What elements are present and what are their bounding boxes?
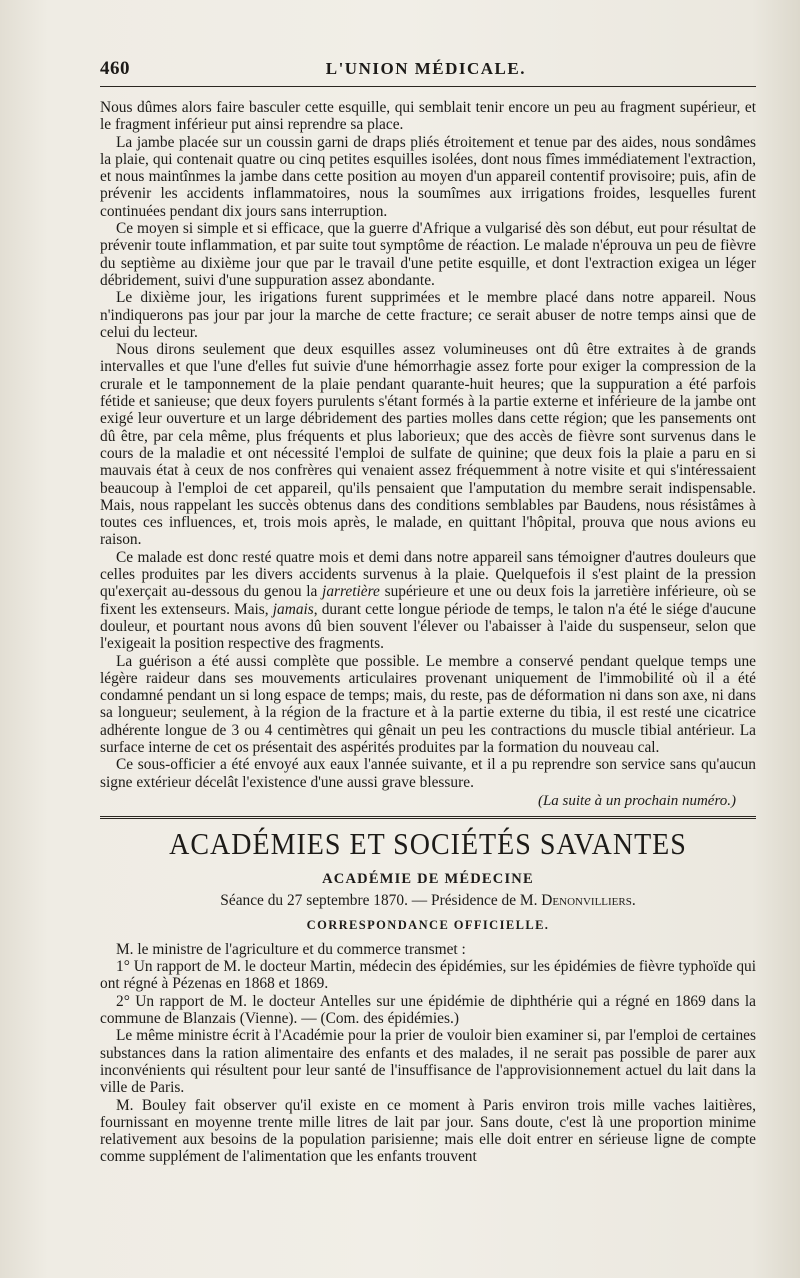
article-paragraph: La guérison a été aussi complète que possible. Le membre a conservé pendant quelque temps une légère raideur dans ses mouvements articulaires provenant uniquement de l'immobilité où il a été condamné pendant un si long espace de temps; mais, du reste, pas de déformation ni dans son axe, ni dans sa longueur; seulement, à la région de la fracture et à la partie externe du tibia, il est resté une cicatrice adhérente longue de 3 ou 4 centimètres qui gênait un peu les contractions du muscle tibial antérieur. La surface interne de cet os présentait des aspérités produites par la formation du nouveau cal. <box>100 652 756 756</box>
italic-term: jarretière <box>322 583 380 601</box>
article-paragraph: Nous dirons seulement que deux esquilles assez volumineuses ont dû être extraites à de grands intervalles et que l'une d'elles fut suivie d'une hémorrhagie assez forte pour exiger la compression de la crurale et le tamponnement de la plaie pendant quarante-huit heures; que la suppuration a été parfois fétide et sanieuse; que deux foyers purulents s'étant formés à la partie externe et inférieure de la jambe ont exigé leur ouverture et un large débridement des parties molles dans cette région; que les pansements ont dû être, par cela même, plus fréquents et plus laborieux; que des accès de fièvre sont survenus dans le cours de la maladie et ont nécessité l'emploi de sulfate de quinine; que deux fois la plaie a paru en si mauvais état à ceux de nos confrères qui venaient assez fréquemment à notre visite et qui s'intéressaient beaucoup à l'emploi de cet appareil, qu'ils pensaient que l'amputation du membre serait indispensable. Mais, nous rappelant les succès obtenus dans des conditions semblables par Baudens, nous résistâmes à toutes ces influences, et, trois mois après, le malade, en quittant l'hôpital, prouva que nous avions eu raison. <box>100 341 756 549</box>
subsection-title: ACADÉMIE DE MÉDECINE <box>322 870 534 887</box>
academy-paragraph: M. le ministre de l'agriculture et du commerce transmet : <box>116 940 466 958</box>
text-run: , durant cette longue période de temps, le talon n'a été le siége d'aucune douleur, et pourtant nous avons dû bien souvent l'élever ou l'abaisser à l'aide du suspenseur, selon que l'exigeait la position respective des fragments. <box>100 600 756 653</box>
text-run: supérieure et une ou deux fois la jarretière inférieure, où se fixent les extenseurs. Mais, <box>100 583 756 618</box>
page-header <box>100 58 756 80</box>
text-run: Ce malade est donc resté quatre mois et demi dans notre appareil sans témoigner d'autres douleurs que celles produites par les divers accidents survenus à la plaie. Quelquefois il s'est plaint de la pression qu'exerçait au-dessous du genou la <box>100 548 756 601</box>
academy-body <box>100 941 756 1166</box>
academy-paragraph: M. Bouley fait observer qu'il existe en ce moment à Paris environ trois mille vaches laitières, fournissant en moyenne trente mille litres de lait par jour. Sans doute, c'est là une proportion minime relativement aux besoins de la population parisienne; mais elle doit entrer en sérieuse ligne de compte comme supplément de l'alimentation que les enfants trouvent <box>100 1096 756 1166</box>
academy-paragraph: 2° Un rapport de M. le docteur Antelles sur une épidémie de diphthérie qui a régné en 1869 dans la commune de Blanzais (Vienne). — (Com. des épidémies.) <box>100 992 756 1028</box>
president-name: Denonvilliers. <box>541 891 636 909</box>
article-paragraph: Le dixième jour, les irigations furent supprimées et le membre placé dans notre appareil. Nous n'indiquerons pas jour par jour la marche de cette fracture; ce serait abuser de notre temps ainsi que de celui du lecteur. <box>100 289 756 341</box>
article-paragraph: Ce moyen si simple et si efficace, que la guerre d'Afrique a vulgarisé dès son début, eut pour résultat de prévenir toute inflammation, et par suite tout symptôme de réaction. Le malade n'éprouva un peu de fièvre du septième au dixième jour que par le travail d'une petite esquille, et dont l'extraction exigea un léger débridement, suivi d'une suppuration assez abondante. <box>100 220 756 289</box>
article-paragraph: Ce sous-officier a été envoyé aux eaux l'année suivante, et il a pu reprendre son service sans qu'aucun signe extérieur décelât l'existence d'une aussi grave blessure. <box>100 756 756 791</box>
italic-term: jamais <box>272 600 314 618</box>
article-paragraph: Nous dûmes alors faire basculer cette esquille, qui semblait tenir encore un peu au fragment supérieur, et le fragment inférieur put ainsi reprendre sa place. <box>100 99 756 134</box>
continuation-note: (La suite à un prochain numéro.) <box>537 792 736 809</box>
session-line <box>100 892 756 910</box>
header-rule <box>100 86 756 87</box>
page-number: 460 <box>100 58 130 79</box>
section-divider <box>100 816 756 819</box>
running-title: L'UNION MÉDICALE. <box>325 59 526 78</box>
article-paragraph <box>100 549 756 653</box>
correspondance-title: CORRESPONDANCE OFFICIELLE. <box>306 917 550 932</box>
section-title: ACADÉMIES ET SOCIÉTÉS SAVANTES <box>169 827 687 862</box>
session-date: Séance du 27 septembre 1870. — Présidence de M. <box>220 891 538 909</box>
academy-paragraph: 1° Un rapport de M. le docteur Martin, médecin des épidémies, sur les épidémies de fièvre typhoïde qui ont régné à Pézenas en 1868 et 1869. <box>100 958 756 993</box>
article-paragraph: La jambe placée sur un coussin garni de draps pliés étroitement et tenue par des aides, nous sondâmes la plaie, qui contenait quatre ou cinq petites esquilles isolées, dont nous fîmes immédiatement l'extraction, et nous maintînmes la jambe dans cette position au moyen d'un appareil contentif provisoire; puis, afin de prévenir les accidents inflammatoires, nous la soumîmes aux irrigations froides, lesquelles furent continuées pendant dix jours sans interruption. <box>100 133 756 220</box>
article-body <box>100 99 756 791</box>
academy-paragraph: Le même ministre écrit à l'Académie pour la prier de vouloir bien examiner si, par l'emploi de certaines substances dans la ration alimentaire des enfants et des malades, il ne serait pas possible de parer aux inconvénients qui résultent pour leur santé de l'insuffisance de l'approvisionnement actuel du lait dans la ville de Paris. <box>100 1027 756 1097</box>
